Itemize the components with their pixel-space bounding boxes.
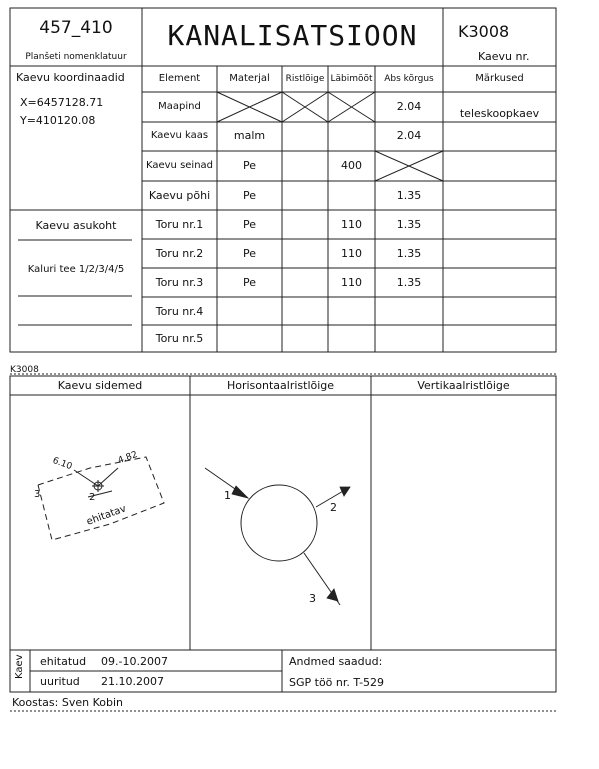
location-label: Kaevu asukoht [35, 219, 117, 232]
panel-title-horizontal: Horisontaalristlõige [226, 379, 335, 392]
sketch-dim-b: 4.82 [116, 449, 139, 467]
row-maapind-element: Maapind [158, 101, 201, 112]
sketch-building-label: ehitatav [85, 503, 128, 528]
footer-surveyed-value: 21.10.2007 [101, 675, 164, 688]
sketch-side-number: 3 [34, 489, 41, 500]
row-toru3-material: Pe [242, 276, 256, 289]
row-toru3-height: 1.35 [396, 276, 422, 289]
sheet-label: Planšeti nomenklatuur [25, 52, 127, 62]
row-toru5-element: Toru nr.5 [155, 332, 204, 345]
footer-built-value: 09.-10.2007 [101, 655, 168, 668]
footer-side-label: Kaev [14, 654, 25, 679]
row-seinad-material: Pe [242, 159, 256, 172]
row-toru2-element: Toru nr.2 [155, 247, 204, 260]
col-header-material: Materjal [229, 73, 270, 84]
row-maapind-height: 2.04 [396, 100, 422, 113]
coordinate-x: X=6457128.71 [20, 96, 104, 109]
panel-title-sidemed: Kaevu sidemed [57, 379, 143, 392]
footer-surveyed-label: uuritud [40, 675, 80, 688]
footer-source-value: SGP töö nr. T-529 [289, 676, 385, 689]
well-label: Kaevu nr. [478, 50, 530, 63]
pipe-3-arrow [327, 589, 338, 601]
row-toru2-diameter: 110 [341, 247, 362, 260]
row-kaas-height: 2.04 [396, 129, 422, 142]
row-toru4-element: Toru nr.4 [155, 305, 204, 318]
row-seinad-diameter: 400 [341, 159, 362, 172]
location-sketch [38, 457, 164, 540]
row-pohi-material: Pe [242, 189, 256, 202]
row-kaas-material: malm [233, 129, 266, 142]
col-header-element: Element [158, 73, 201, 84]
footer-built-label: ehitatud [40, 655, 87, 668]
location-address: Kaluri tee 1/2/3/4/5 [27, 264, 125, 275]
pipe-label-3: 3 [309, 592, 316, 605]
footer-author: Koostas: Sven Kobin [12, 696, 123, 709]
col-header-diameter: Läbimõõt [330, 74, 373, 84]
col-header-cross-section: Ristlõige [285, 74, 325, 84]
coordinate-y: Y=410120.08 [20, 114, 96, 127]
sketch-bottom-number: 2 [89, 492, 96, 503]
pipe-label-1: 1 [224, 489, 231, 502]
row-maapind-notes: teleskoopkaev [459, 107, 540, 120]
row-pohi-height: 1.35 [396, 189, 422, 202]
row-toru1-material: Pe [242, 218, 256, 231]
row-seinad-element: Kaevu seinad [145, 160, 214, 171]
row-toru1-element: Toru nr.1 [155, 218, 204, 231]
footer-source-label: Andmed saadud: [289, 655, 383, 668]
row-toru1-height: 1.35 [396, 218, 422, 231]
col-header-notes: Märkused [475, 73, 524, 84]
row-toru2-material: Pe [242, 247, 256, 260]
row-toru2-height: 1.35 [396, 247, 422, 260]
row-toru3-element: Toru nr.3 [155, 276, 204, 289]
col-header-abs-height: Abs kõrgus [384, 74, 434, 84]
row-pohi-element: Kaevu põhi [148, 189, 211, 202]
coordinates-label: Kaevu koordinaadid [16, 71, 125, 84]
well-code: K3008 [458, 22, 510, 41]
sketch-dim-a: 6.10 [51, 455, 74, 473]
row-toru1-diameter: 110 [341, 218, 362, 231]
sheet-number: 457_410 [39, 18, 113, 38]
pipe-label-2: 2 [330, 501, 337, 514]
document-title: KANALISATSIOON [167, 19, 418, 52]
row-toru3-diameter: 110 [341, 276, 362, 289]
row-kaas-element: Kaevu kaas [150, 130, 209, 141]
pipe-1-arrow [232, 486, 248, 498]
lower-well-code: K3008 [10, 365, 39, 375]
panel-title-vertical: Vertikaalristlõige [417, 379, 510, 392]
